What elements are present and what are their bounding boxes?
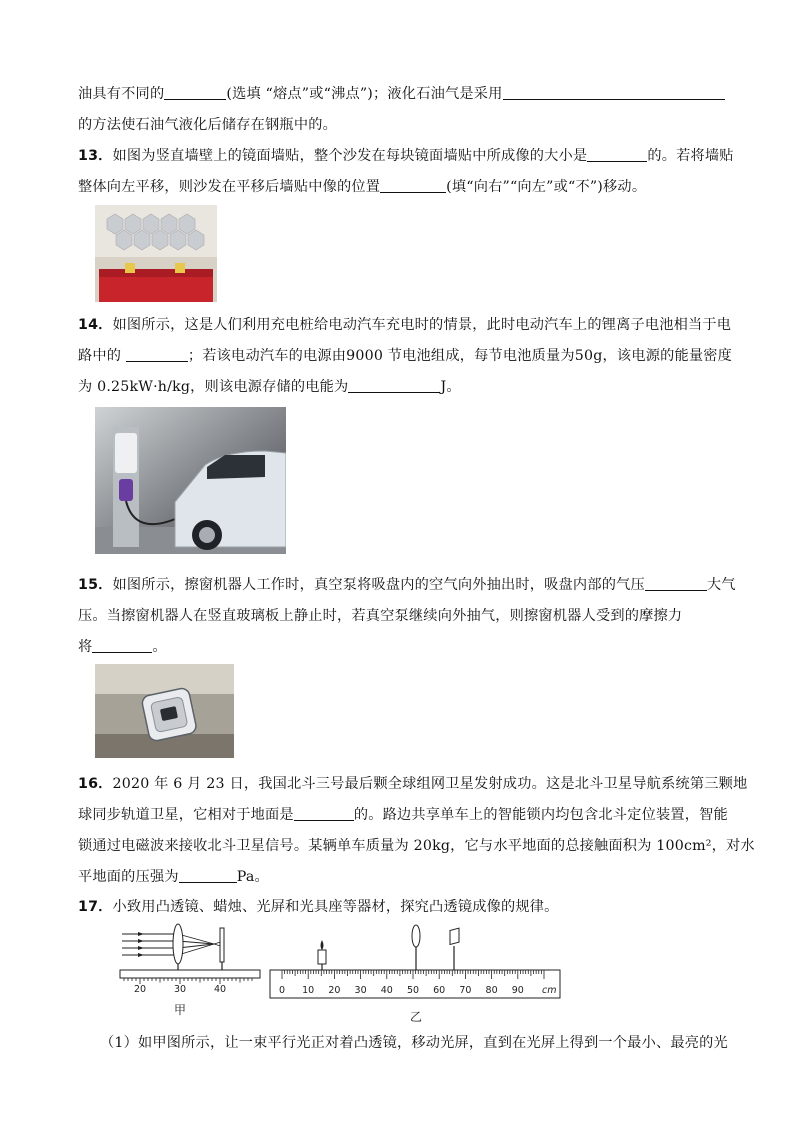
q14-line1 [78,314,731,334]
figure-yi [270,925,560,1024]
answer-blank[interactable] [164,85,226,100]
q17-text: （1）如甲图所示，让一束平行光正对着凸透镜，移动光屏，直到在光屏上得到一个最小、最亮的光 [100,1035,728,1051]
q16-line3 [78,835,755,855]
q14-line2 [78,345,732,365]
q17-sub1 [100,1032,728,1052]
q15-line2 [78,605,682,625]
q14-line3 [78,376,461,396]
q16-line4 [78,866,269,886]
q16-line2 [78,804,728,824]
q16-text: 球同步轨道卫星，它相对于地面是 [78,807,294,823]
q14-text: 如图所示，这是人们利用充电桩给电动汽车充电时的情景，此时电动汽车上的锂离子电池相当于电 [112,317,732,333]
mirror-wall-photo [95,205,217,302]
question-number: 13． [78,148,113,164]
ruler-tick-label: 80 [485,985,498,996]
figure-label-jia: 甲 [173,1003,187,1017]
ruler-tick-label: 40 [380,985,393,996]
ruler-tick-label: 20 [328,985,341,996]
q16-line1 [78,773,747,793]
q13-line2 [78,176,646,196]
q13-text: (填“向右”“向左”或“不”)移动。 [446,179,647,195]
ev-charging-photo [95,407,286,554]
answer-blank[interactable] [380,178,446,193]
q12-text: (选填 “熔点”或“沸点”)；液化石油气是采用 [226,86,503,102]
ruler-tick-label: 90 [511,985,524,996]
q12-text: 油具有不同的 [78,86,165,102]
answer-blank[interactable] [126,347,188,362]
question-number: 14． [78,317,113,333]
answer-blank[interactable] [645,576,707,591]
ruler-tick-label: 30 [354,985,367,996]
q16-text: 平地面的压强为 [78,869,179,885]
q13-text: 如图为竖直墙壁上的镜面墙贴，整个沙发在每块镜面墙贴中所成像的大小是 [112,148,588,164]
answer-blank[interactable] [179,868,237,883]
ruler-tick-label: 40 [213,984,227,995]
ruler-unit: cm [542,985,557,996]
q15-text: 大气 [706,577,736,593]
ruler-tick-label: 20 [133,984,147,995]
q12-text: 的方法使石油气液化后储存在钢瓶中的。 [78,117,337,133]
q16-text: 的。路边共享单车上的智能锁内均包含北斗定位装置，智能 [353,807,728,823]
q12-line2 [78,114,337,134]
question-number: 15． [78,577,113,593]
q15-text: 如图所示，擦窗机器人工作时，真空泵将吸盘内的空气向外抽出时，吸盘内部的气压 [112,577,645,593]
window-robot-photo [95,664,234,758]
lens-icon [412,925,420,947]
q17-line1 [78,896,559,916]
ruler-tick-label: 50 [406,985,420,996]
q14-text: 路中的 [78,348,122,364]
q13-text: 的。若将墙贴 [647,148,734,164]
screen-icon [450,928,459,944]
answer-blank[interactable] [503,85,725,100]
ruler-tick-label: 60 [433,985,446,996]
q16-text: Pa。 [236,869,269,885]
answer-blank[interactable] [587,147,647,162]
figure-jia [120,924,260,1017]
answer-blank[interactable] [294,806,354,821]
optics-bench-figure [116,922,566,1026]
q12-line1 [78,83,725,103]
q14-text: 为 0.25kW·h/kg，则该电源存储的电能为 [78,379,349,395]
question-number: 16． [78,776,113,792]
q13-line1 [78,145,734,165]
q16-text: 锁通过电磁波来接收北斗卫星信号。某辆单车质量为 20kg，它与水平地面的总接触面积为 100cm²，对水 [78,838,755,854]
figure-label-yi: 乙 [409,1010,423,1024]
ruler-tick-label: 30 [173,984,187,995]
q14-text: J。 [440,379,461,395]
answer-blank[interactable] [92,638,152,653]
q17-text: 小致用凸透镜、蜡烛、光屏和光具座等器材，探究凸透镜成像的规律。 [112,899,559,915]
answer-blank[interactable] [348,378,440,393]
question-number: 17． [78,899,113,915]
q13-text: 整体向左平移，则沙发在平移后墙贴中像的位置 [78,179,381,195]
ruler-tick-label: 10 [302,985,315,996]
q15-text: 将 [78,639,93,655]
q14-text: ；若该电动汽车的电源由9000 节电池组成，每节电池质量为50g，该电源的能量密度 [187,348,733,364]
q15-text: 压。当擦窗机器人在竖直玻璃板上静止时，若真空泵继续向外抽气，则擦窗机器人受到的摩擦力 [78,608,683,624]
q15-text: 。 [152,639,167,655]
q15-line3 [78,636,167,656]
q16-text: 2020 年 6 月 23 日，我国北斗三号最后颗全球组网卫星发射成功。这是北斗卫星导航系统第三颗地 [112,776,748,792]
screen-icon [220,928,224,962]
q15-line1 [78,574,736,594]
lens-icon [173,924,183,964]
ruler-tick-label: 0 [278,985,286,996]
ruler-tick-label: 70 [459,985,472,996]
